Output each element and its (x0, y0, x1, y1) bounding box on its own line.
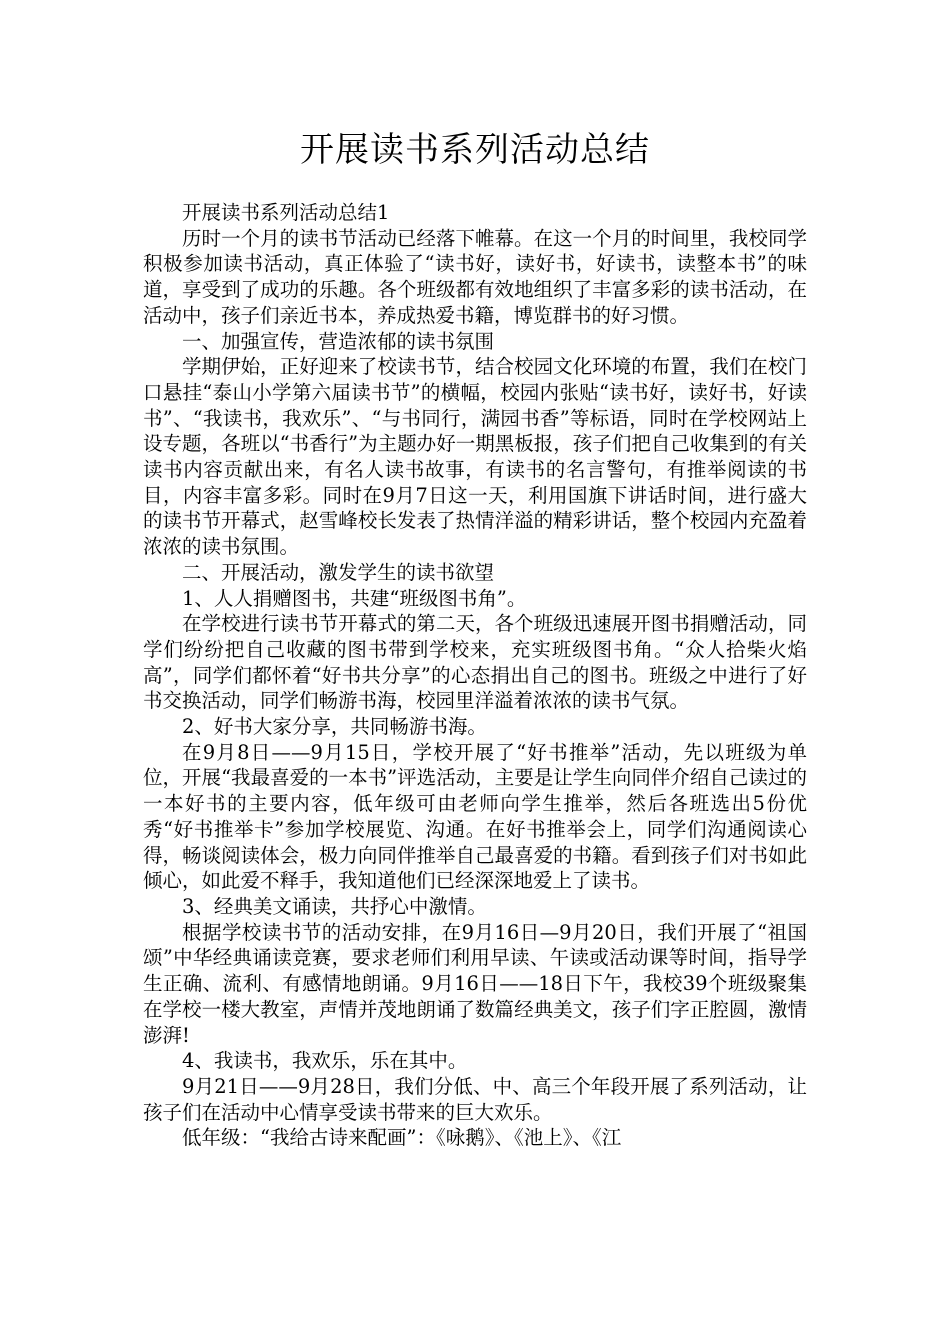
intro-paragraph: 历时一个月的读书节活动已经落下帷幕。在这一个月的时间里，我校同学积极参加读书活动，真正体验了“读书好，读好书，好读书，读整本书”的味道，享受到了成功的乐趣。各个班级都有效地组织了丰富多彩的读书活动，在活动中，孩子们亲近书本，养成热爱书籍，博览群书的好习惯。 (143, 226, 807, 327)
section-heading-1: 一、加强宣传，营造浓郁的读书氛围 (182, 329, 495, 353)
item-3-paragraph: 根据学校读书节的活动安排，在9月16日—9月20日，我们开展了“祖国颂”中华经典诵读竞赛，要求老师们利用早读、午读或活动课等时间，指导学生正确、流利、有感情地朗诵。9月16日——18日下午，我校39个班级聚集在学校一楼大教室，声情并茂地朗诵了数篇经典美文，孩子们字正腔圆，激情澎湃! (143, 920, 807, 1047)
item-heading-2: 2、好书大家分享，共同畅游书海。 (182, 715, 487, 739)
item-heading-3: 3、经典美文诵读，共抒心中激情。 (182, 894, 487, 918)
document-body (143, 200, 807, 1151)
subtitle-paragraph: 开展读书系列活动总结1 (182, 201, 390, 224)
section-heading-2: 二、开展活动，激发学生的读书欲望 (182, 560, 495, 584)
section-1-paragraph: 学期伊始，正好迎来了校读书节，结合校园文化环境的布置，我们在校门口悬挂“泰山小学第六届读书节”的横幅，校园内张贴“读书好，读好书，好读书”、“我读书，我欢乐”、“与书同行，满园书香”等标语，同时在学校网站上设专题，各班以“书香行”为主题办好一期黑板报，孩子们把自己收集到的有关读书内容贡献出来，有名人读书故事，有读书的名言警句，有推举阅读的书目，内容丰富多彩。同时在9月7日这一天，利用国旗下讲话时间，进行盛大的读书节开幕式，赵雪峰校长发表了热情洋溢的精彩讲话，整个校园内充盈着浓浓的读书氛围。 (143, 355, 807, 559)
low-grade-paragraph: 低年级：“我给古诗来配画”：《咏鹅》、《池上》、《江 (182, 1126, 622, 1150)
item-4-paragraph: 9月21日——9月28日，我们分低、中、高三个年段开展了系列活动，让孩子们在活动中心情享受读书带来的巨大欢乐。 (143, 1074, 807, 1124)
item-heading-4: 4、我读书，我欢乐，乐在其中。 (182, 1049, 468, 1073)
item-heading-1: 1、人人捐赠图书，共建“班级图书角”。 (182, 586, 527, 610)
item-2-paragraph: 在9月8日——9月15日，学校开展了“好书推举”活动，先以班级为单位，开展“我最喜爱的一本书”评选活动，主要是让学生向同伴介绍自己读过的一本好书的主要内容，低年级可由老师向学生推举，然后各班选出5份优秀“好书推举卡”参加学校展览、沟通。在好书推举会上，同学们沟通阅读心得，畅谈阅读体会，极力向同伴推举自己最喜爱的书籍。看到孩子们对书如此倾心，如此爱不释手，我知道他们已经深深地爱上了读书。 (143, 740, 807, 893)
item-1-paragraph: 在学校进行读书节开幕式的第二天，各个班级迅速展开图书捐赠活动，同学们纷纷把自己收藏的图书带到学校来，充实班级图书角。“众人拾柴火焰高”，同学们都怀着“好书共分享”的心态捐出自己的图书。班级之中进行了好书交换活动，同学们畅游书海，校园里洋溢着浓浓的读书气氛。 (143, 612, 807, 713)
document-title: 开展读书系列活动总结 (300, 130, 650, 170)
